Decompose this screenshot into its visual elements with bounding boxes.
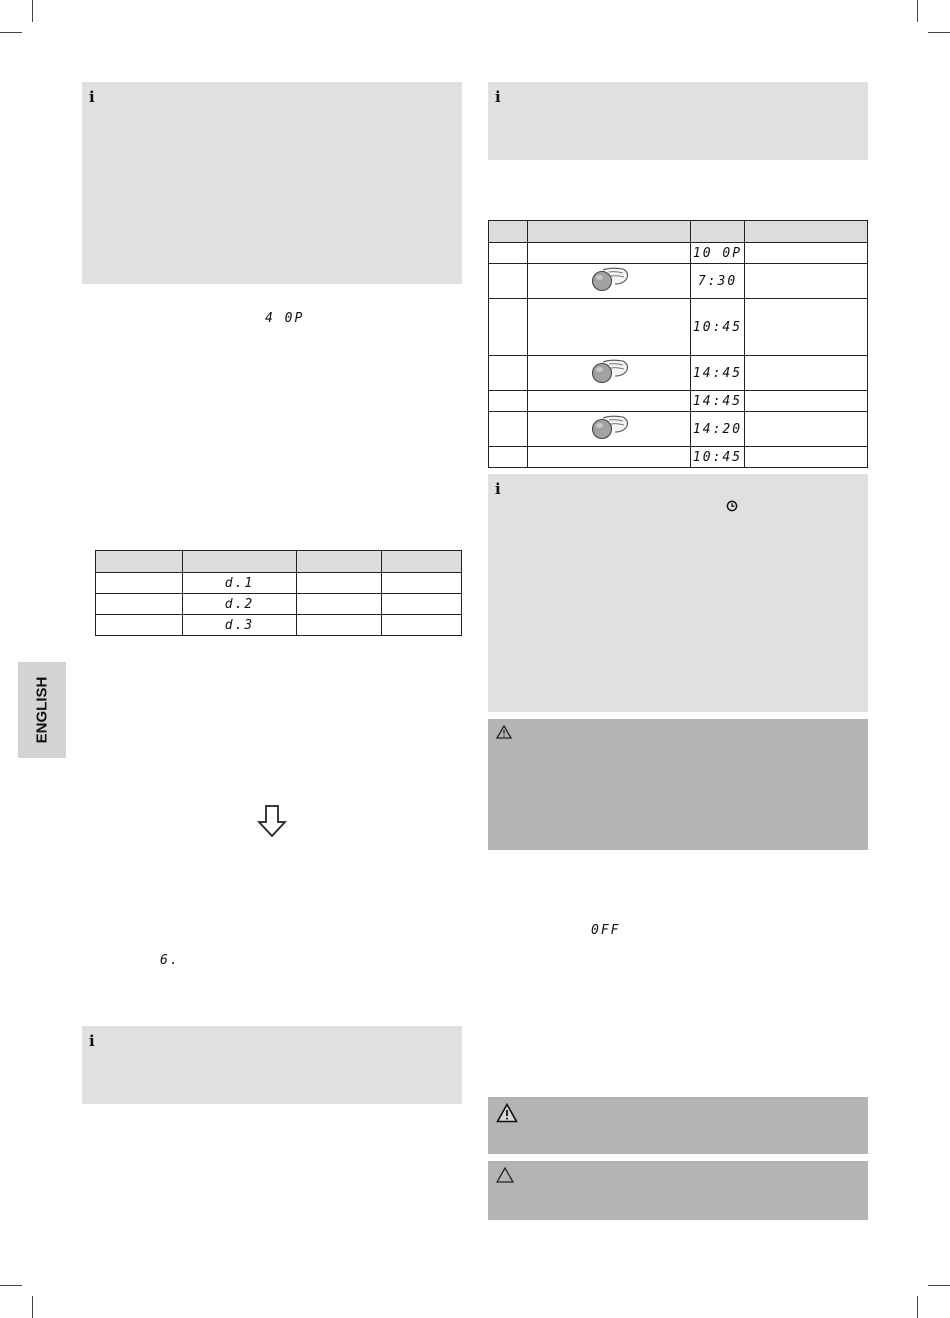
display-code-cell: d.1 xyxy=(183,573,297,594)
table-header-cell xyxy=(489,221,528,243)
language-label: ENGLISH xyxy=(33,676,51,744)
step-cell xyxy=(489,264,528,299)
display-code: 6. xyxy=(160,953,180,968)
table-cell xyxy=(297,594,382,615)
table-row xyxy=(96,573,462,594)
timer-table xyxy=(488,220,868,468)
down-arrow-icon xyxy=(257,805,287,837)
rank-table xyxy=(95,550,462,636)
warning-box xyxy=(488,1097,868,1154)
table-header-cell xyxy=(691,221,745,243)
display-code-cell: 10:45 xyxy=(691,299,745,356)
info-icon: i xyxy=(495,480,501,498)
action-cell xyxy=(528,356,691,391)
table-row xyxy=(489,447,868,468)
info-box xyxy=(82,82,462,284)
info-icon: i xyxy=(495,88,501,106)
table-header-cell xyxy=(745,221,868,243)
display-code: 4 0P xyxy=(265,311,305,326)
table-cell xyxy=(96,573,183,594)
table-row xyxy=(489,243,868,264)
warning-icon xyxy=(496,1103,518,1123)
display-code-cell: 14:45 xyxy=(691,391,745,412)
table-header-cell xyxy=(96,551,183,573)
display-code-cell: d.3 xyxy=(183,615,297,636)
table-cell xyxy=(297,573,382,594)
table-header-cell xyxy=(528,221,691,243)
caution-icon xyxy=(496,725,512,739)
info-box xyxy=(488,474,868,712)
table-row xyxy=(96,594,462,615)
step-cell xyxy=(489,391,528,412)
action-cell xyxy=(528,243,691,264)
table-row xyxy=(489,299,868,356)
table-cell xyxy=(96,615,183,636)
table-row xyxy=(489,264,868,299)
action-cell xyxy=(528,264,691,299)
action-cell xyxy=(528,447,691,468)
crop-mark xyxy=(917,1296,918,1318)
note-cell xyxy=(745,264,868,299)
step-cell xyxy=(489,356,528,391)
crop-mark xyxy=(32,1296,33,1318)
table-header-cell xyxy=(297,551,382,573)
note-cell xyxy=(745,412,868,447)
display-code-cell: 14:20 xyxy=(691,412,745,447)
step-cell xyxy=(489,447,528,468)
table-cell xyxy=(297,615,382,636)
table-cell xyxy=(382,594,462,615)
dial-knob-icon xyxy=(587,414,631,440)
info-box xyxy=(488,82,868,160)
caution-box xyxy=(488,1161,868,1220)
clock-icon xyxy=(726,500,738,512)
table-header-cell xyxy=(183,551,297,573)
table-cell xyxy=(382,573,462,594)
step-cell xyxy=(489,243,528,264)
crop-mark xyxy=(0,1285,22,1286)
step-cell xyxy=(489,299,528,356)
table-cell xyxy=(382,615,462,636)
note-cell xyxy=(745,243,868,264)
table-row xyxy=(96,615,462,636)
crop-mark xyxy=(32,0,33,22)
display-code-cell: 7:30 xyxy=(691,264,745,299)
table-row xyxy=(489,412,868,447)
crop-mark xyxy=(928,1285,950,1286)
display-code-cell: 10:45 xyxy=(691,447,745,468)
dial-knob-icon xyxy=(587,266,631,292)
table-row xyxy=(489,391,868,412)
table-header-row xyxy=(489,221,868,243)
note-cell xyxy=(745,299,868,356)
crop-mark xyxy=(917,0,918,22)
warning-box xyxy=(488,719,868,850)
info-box xyxy=(82,1026,462,1104)
action-cell xyxy=(528,299,691,356)
crop-mark xyxy=(928,32,950,33)
display-code: 0FF xyxy=(591,923,621,938)
info-icon: i xyxy=(89,1032,95,1050)
display-code-cell: 10 0P xyxy=(691,243,745,264)
display-code-cell: 14:45 xyxy=(691,356,745,391)
note-cell xyxy=(745,356,868,391)
display-code-cell: d.2 xyxy=(183,594,297,615)
step-cell xyxy=(489,412,528,447)
note-cell xyxy=(745,391,868,412)
table-header-row xyxy=(96,551,462,573)
crop-mark xyxy=(0,32,22,33)
action-cell xyxy=(528,412,691,447)
action-cell xyxy=(528,391,691,412)
dial-knob-icon xyxy=(587,358,631,384)
caution-icon xyxy=(496,1167,514,1183)
table-row xyxy=(489,356,868,391)
table-header-cell xyxy=(382,551,462,573)
info-icon: i xyxy=(89,88,95,106)
table-cell xyxy=(96,594,183,615)
note-cell xyxy=(745,447,868,468)
language-tab xyxy=(18,662,66,758)
